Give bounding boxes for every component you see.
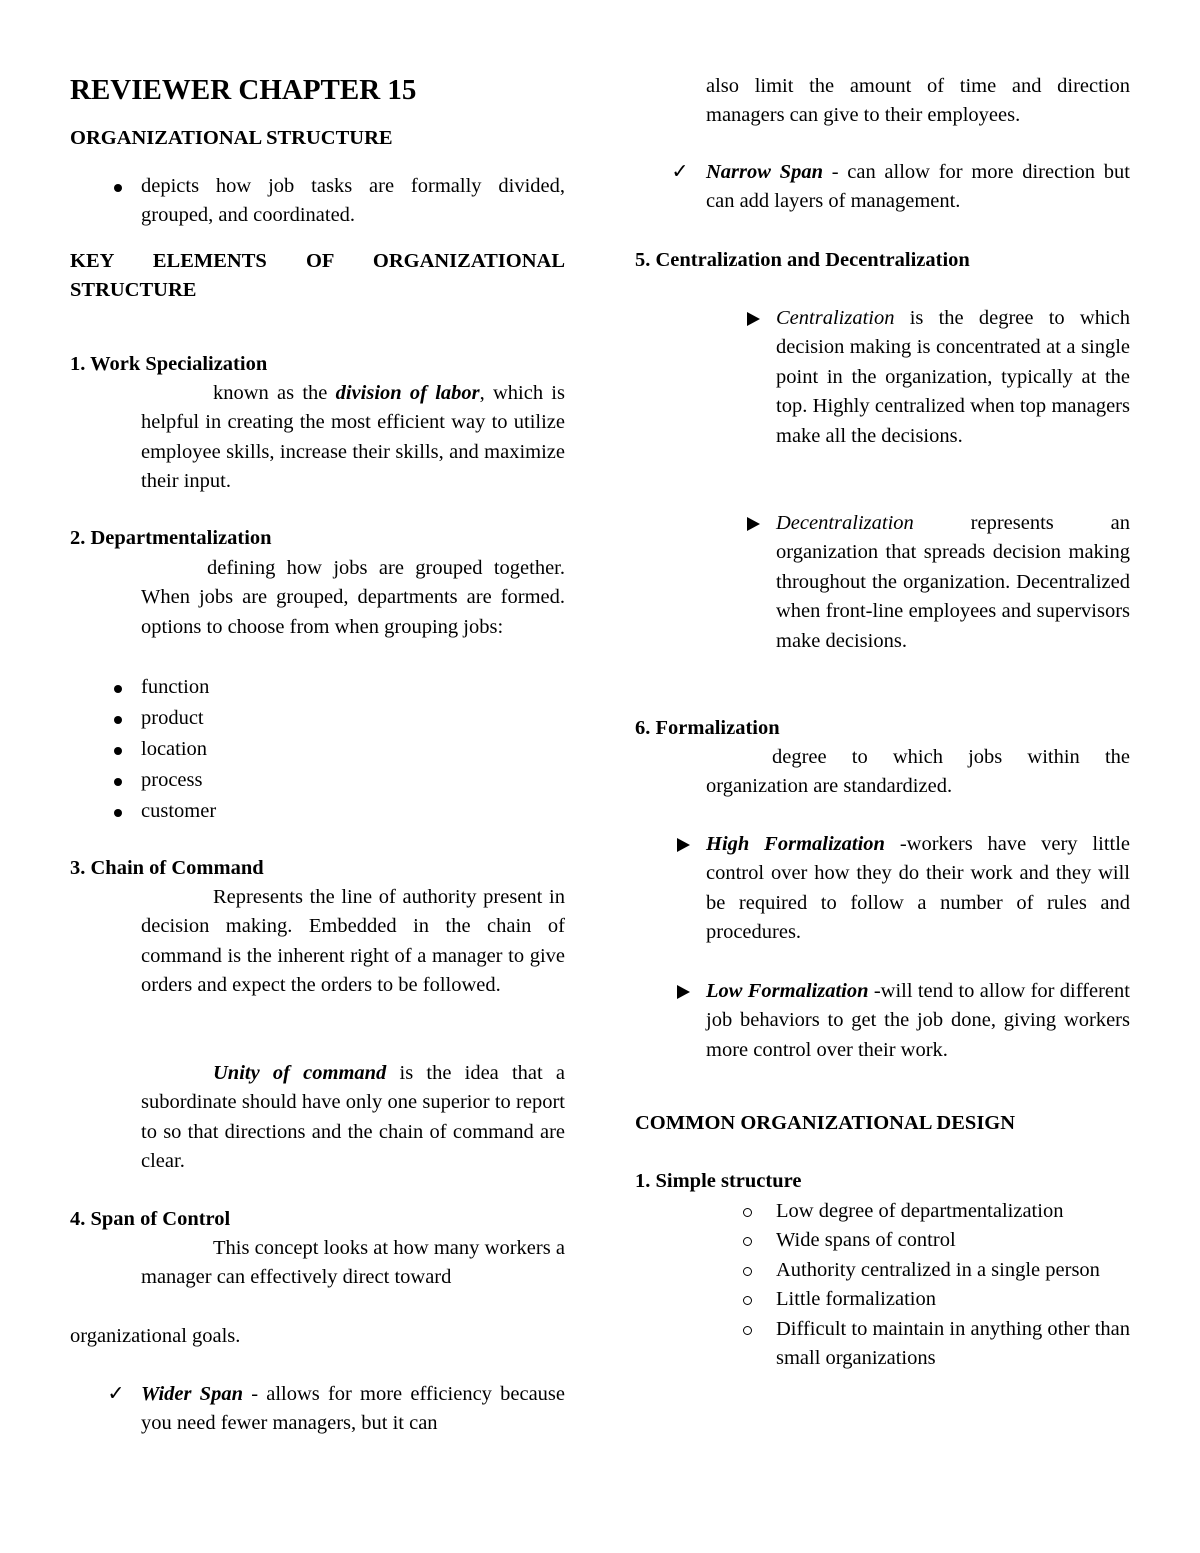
list-item: product	[70, 704, 565, 735]
org-definition-item	[70, 172, 565, 231]
decentralization-item	[635, 509, 1130, 656]
list-item: Wide spans of control	[635, 1226, 1130, 1255]
hollow-circle-bullet-icon	[737, 1315, 757, 1344]
arrowhead-bullet-icon	[673, 830, 693, 859]
span-of-control-text-continued: organizational goals.	[70, 1325, 241, 1347]
work-specialization-text: known as the division of labor, which is helpful in creating the most efficient way to utilize employee skills, increase their skills, and maximize their input.	[141, 382, 565, 493]
wider-span-item	[70, 1380, 565, 1439]
chain-of-command-text: Represents the line of authority present in decision making. Embedded in the chain of command is the inherent right of a manager to give orders and expect the orders to be followed.	[141, 886, 565, 997]
low-formalization-term: Low Formalization	[706, 980, 869, 1002]
common-design-heading: COMMON ORGANIZATIONAL DESIGN	[635, 1112, 1016, 1134]
org-definition-text: depicts how job tasks are formally divided, grouped, and coordinated.	[141, 175, 565, 227]
list-item: customer	[70, 797, 565, 828]
high-formalization-term: High Formalization	[706, 833, 885, 855]
formalization-heading: 6. Formalization	[635, 717, 780, 739]
division-of-labor-term: division of labor	[335, 382, 480, 404]
arrowhead-bullet-icon	[673, 977, 693, 1006]
check-mark-icon: ✓	[107, 1383, 125, 1405]
centralization-item	[635, 304, 1130, 451]
list-item: Little formalization	[635, 1285, 1130, 1314]
work-specialization-heading: 1. Work Specialization	[70, 353, 268, 375]
hollow-circle-bullet-icon	[737, 1226, 757, 1255]
hollow-circle-bullet-icon	[737, 1197, 757, 1226]
key-elements-heading	[70, 247, 565, 306]
centralization-term: Centralization	[776, 307, 895, 329]
list-item: Low degree of departmentalization	[635, 1197, 1130, 1226]
check-mark-icon: ✓	[671, 161, 689, 183]
bullet-icon	[108, 735, 128, 764]
bullet-icon	[108, 766, 128, 795]
bullet-icon	[108, 673, 128, 702]
key-elements-heading-line2: STRUCTURE	[70, 279, 197, 302]
narrow-span-term: Narrow Span	[706, 161, 823, 183]
list-item: location	[70, 735, 565, 766]
hollow-circle-bullet-icon	[737, 1285, 757, 1314]
document-title: REVIEWER CHAPTER 15	[70, 74, 417, 106]
decentralization-text: Decentralization represents an organization that spreads decision making throughout the organization. Decentralized when front-line employees and supervisors make decisions.	[776, 512, 1130, 652]
simple-structure-list	[635, 1197, 1130, 1373]
list-item: Difficult to maintain in anything other than small organizations	[635, 1315, 1130, 1374]
simple-structure-heading: 1. Simple structure	[635, 1170, 802, 1192]
bullet-icon	[108, 704, 128, 733]
centralization-text: Centralization is the degree to which decision making is concentrated at a single point in the organization, typically at the top. Highly centralized when top managers make all the decisions.	[776, 307, 1130, 447]
wider-span-text: Wider Span - allows for more efficiency because you need fewer managers, but it can	[141, 1383, 565, 1435]
list-item: process	[70, 766, 565, 797]
span-of-control-text: This concept looks at how many workers a manager can effectively direct toward	[141, 1237, 565, 1289]
wider-span-term: Wider Span	[141, 1383, 243, 1405]
list-item: Authority centralized in a single person	[635, 1256, 1130, 1285]
departmentalization-heading: 2. Departmentalization	[70, 527, 272, 549]
high-formalization-item	[635, 830, 1130, 948]
narrow-span-item	[635, 158, 1130, 217]
decentralization-term: Decentralization	[776, 512, 914, 534]
bullet-icon	[108, 797, 128, 826]
bullet-icon	[108, 172, 128, 201]
low-formalization-text: Low Formalization -will tend to allow for different job behaviors to get the job done, giving workers more control over their work.	[706, 980, 1130, 1061]
grouping-options-list	[70, 673, 565, 828]
org-structure-heading: ORGANIZATIONAL STRUCTURE	[70, 127, 393, 149]
wider-span-text-continued: also limit the amount of time and direction managers can give to their employees.	[706, 75, 1130, 127]
span-of-control-heading: 4. Span of Control	[70, 1208, 231, 1230]
unity-of-command-term: Unity of command	[213, 1062, 387, 1084]
key-elements-heading-line1: KEY ELEMENTS OF ORGANIZATIONAL	[70, 250, 565, 272]
departmentalization-text: defining how jobs are grouped together. When jobs are grouped, departments are formed. options to choose from when grouping jobs:	[141, 557, 565, 638]
chain-of-command-heading: 3. Chain of Command	[70, 857, 264, 879]
unity-of-command-text: Unity of command is the idea that a subordinate should have only one superior to report to so that directions and the chain of command are clear.	[141, 1062, 565, 1173]
list-item: function	[70, 673, 565, 704]
arrowhead-bullet-icon	[743, 304, 763, 333]
formalization-text: degree to which jobs within the organization are standardized.	[706, 746, 1130, 798]
arrowhead-bullet-icon	[743, 509, 763, 538]
hollow-circle-bullet-icon	[737, 1256, 757, 1285]
low-formalization-item	[635, 977, 1130, 1065]
centralization-heading: 5. Centralization and Decentralization	[635, 249, 970, 271]
narrow-span-text: Narrow Span - can allow for more direction but can add layers of management.	[706, 161, 1130, 213]
high-formalization-text: High Formalization -workers have very little control over how they do their work and they will be required to follow a number of rules and procedures.	[706, 833, 1130, 944]
